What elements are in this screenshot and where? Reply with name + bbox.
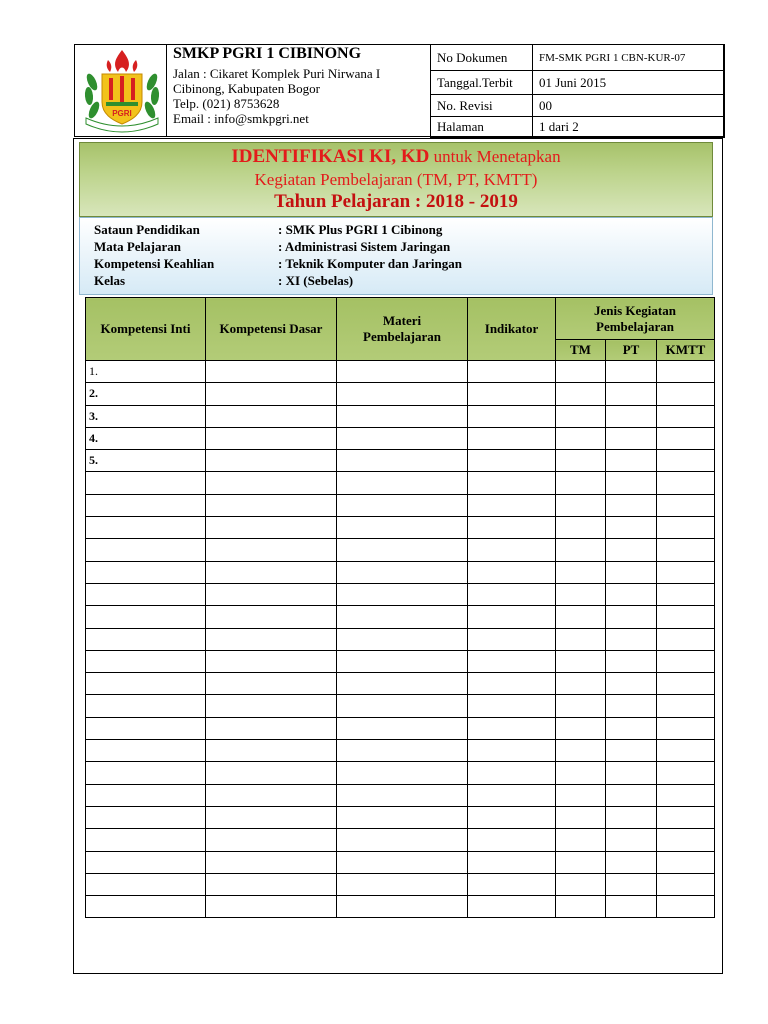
info-key: Kelas (94, 273, 126, 288)
table-cell[interactable] (206, 361, 337, 383)
table-cell[interactable] (468, 628, 556, 650)
table-cell[interactable] (606, 695, 657, 717)
table-cell[interactable] (468, 450, 556, 472)
table-cell[interactable] (468, 896, 556, 918)
table-cell[interactable] (657, 695, 715, 717)
table-cell[interactable] (468, 806, 556, 828)
school-name: SMKP PGRI 1 CIBINONG (173, 45, 362, 62)
title-year: Tahun Pelajaran : 2018 - 2019 (274, 191, 518, 212)
table-row (86, 806, 715, 828)
info-value: : SMK Plus PGRI 1 Cibinong (278, 222, 443, 237)
table-cell[interactable] (657, 650, 715, 672)
table-cell[interactable] (606, 717, 657, 739)
table-cell[interactable] (206, 427, 337, 449)
table-cell[interactable] (337, 851, 468, 873)
table-cell[interactable] (556, 472, 606, 494)
row-number-cell[interactable] (86, 762, 206, 784)
table-row (86, 784, 715, 806)
table-cell[interactable] (468, 383, 556, 405)
table-row (86, 583, 715, 605)
table-cell[interactable] (337, 740, 468, 762)
info-value: : XI (Sebelas) (278, 273, 354, 288)
table-cell[interactable] (206, 606, 337, 628)
table-cell[interactable] (206, 517, 337, 539)
table-cell[interactable] (657, 427, 715, 449)
table-cell[interactable] (606, 873, 657, 895)
table-cell[interactable] (606, 628, 657, 650)
title-bold: IDENTIFIKASI KI, KD (231, 146, 430, 167)
table-cell[interactable] (206, 450, 337, 472)
table-cell[interactable] (606, 740, 657, 762)
table-cell[interactable] (206, 494, 337, 516)
table-cell[interactable] (556, 784, 606, 806)
school-address-line: Cibinong, Kabupaten Bogor (173, 81, 320, 96)
table-cell[interactable] (337, 896, 468, 918)
table-cell[interactable] (606, 517, 657, 539)
row-number-cell[interactable]: 4. (86, 427, 206, 449)
row-number-cell[interactable] (86, 517, 206, 539)
table-cell[interactable] (556, 896, 606, 918)
table-cell[interactable] (657, 896, 715, 918)
table-row (86, 561, 715, 583)
table-cell[interactable] (206, 383, 337, 405)
row-number-cell[interactable] (86, 606, 206, 628)
table-cell[interactable] (556, 851, 606, 873)
table-cell[interactable] (337, 650, 468, 672)
table-cell[interactable] (206, 472, 337, 494)
table-cell[interactable] (337, 494, 468, 516)
row-number-cell[interactable]: 3. (86, 405, 206, 427)
table-cell[interactable] (206, 896, 337, 918)
table-cell[interactable] (337, 561, 468, 583)
row-number-cell[interactable] (86, 873, 206, 895)
doc-info-value: 1 dari 2 (533, 117, 725, 138)
table-cell[interactable] (206, 851, 337, 873)
row-number-cell[interactable]: 1. (86, 361, 206, 383)
table-cell[interactable] (206, 873, 337, 895)
table-cell[interactable] (337, 427, 468, 449)
school-logo-icon (78, 46, 166, 134)
table-cell[interactable] (556, 583, 606, 605)
table-cell[interactable] (606, 673, 657, 695)
header-kompetensi-dasar: Kompetensi Dasar (206, 298, 337, 361)
row-number-cell[interactable] (86, 896, 206, 918)
table-cell[interactable] (206, 650, 337, 672)
doc-info-row (431, 71, 725, 95)
table-cell[interactable] (657, 784, 715, 806)
school-email: Email : info@smkpgri.net (173, 111, 309, 126)
table-cell[interactable] (606, 361, 657, 383)
doc-info-row (431, 45, 725, 71)
title-rest: untuk Menetapkan (429, 147, 561, 166)
table-cell[interactable] (206, 717, 337, 739)
table-cell[interactable] (657, 717, 715, 739)
table-row (86, 873, 715, 895)
table-cell[interactable] (657, 740, 715, 762)
table-cell[interactable] (337, 517, 468, 539)
table-cell[interactable] (468, 873, 556, 895)
table-cell[interactable] (206, 829, 337, 851)
table-row (86, 383, 715, 405)
table-cell[interactable] (556, 539, 606, 561)
row-number-cell[interactable] (86, 717, 206, 739)
table-cell[interactable] (606, 472, 657, 494)
title-line-2: Kegiatan Pembelajaran (TM, PT, KMTT) (254, 170, 538, 189)
table-row (86, 606, 715, 628)
table-cell[interactable] (606, 606, 657, 628)
doc-info-value: 00 (533, 95, 725, 117)
doc-info-row (431, 117, 725, 138)
table-cell[interactable] (206, 784, 337, 806)
table-cell[interactable] (337, 762, 468, 784)
table-cell[interactable] (468, 851, 556, 873)
header-divider (166, 44, 167, 137)
table-cell[interactable] (657, 628, 715, 650)
doc-info-value: FM-SMK PGRI 1 CBN-KUR-07 (533, 45, 725, 71)
table-cell[interactable] (556, 405, 606, 427)
table-cell[interactable] (556, 450, 606, 472)
table-cell[interactable] (337, 583, 468, 605)
table-row (86, 427, 715, 449)
table-row (86, 628, 715, 650)
table-cell[interactable] (606, 405, 657, 427)
info-panel (79, 217, 713, 295)
table-cell[interactable] (657, 873, 715, 895)
table-cell[interactable] (657, 494, 715, 516)
row-number-cell[interactable] (86, 806, 206, 828)
table-row (86, 896, 715, 918)
table-row (86, 539, 715, 561)
table-cell[interactable] (657, 361, 715, 383)
table-cell[interactable] (337, 405, 468, 427)
school-phone: Telp. (021) 8753628 (173, 96, 280, 111)
table-row (86, 673, 715, 695)
doc-info-row (431, 95, 725, 117)
table-row (86, 851, 715, 873)
table-cell[interactable] (337, 873, 468, 895)
header-pt: PT (606, 340, 657, 361)
header-jenis-kegiatan: Jenis Kegiatan Pembelajaran (556, 298, 715, 340)
logo-text: PGRI (112, 109, 132, 118)
title-banner (79, 142, 713, 217)
table-cell[interactable] (556, 561, 606, 583)
table-cell[interactable] (337, 539, 468, 561)
table-cell[interactable] (468, 650, 556, 672)
table-cell[interactable] (468, 606, 556, 628)
info-key: Kompetensi Keahlian (94, 256, 215, 271)
table-cell[interactable] (657, 829, 715, 851)
table-cell[interactable] (468, 784, 556, 806)
kikd-table-body (86, 361, 715, 918)
table-cell[interactable] (206, 673, 337, 695)
table-cell[interactable] (657, 517, 715, 539)
table-cell[interactable] (337, 383, 468, 405)
table-cell[interactable] (606, 784, 657, 806)
table-cell[interactable] (657, 851, 715, 873)
table-cell[interactable] (337, 806, 468, 828)
row-number-cell[interactable] (86, 472, 206, 494)
header-kompetensi-inti: Kompetensi Inti (86, 298, 206, 361)
table-cell[interactable] (556, 717, 606, 739)
table-row (86, 405, 715, 427)
table-row (86, 717, 715, 739)
info-value: : Teknik Komputer dan Jaringan (278, 256, 462, 271)
table-row (86, 361, 715, 383)
document-info-table (430, 44, 725, 138)
header-indikator: Indikator (468, 298, 556, 361)
table-cell[interactable] (657, 383, 715, 405)
table-row (86, 650, 715, 672)
doc-info-key: Halaman (431, 117, 533, 138)
row-number-cell[interactable] (86, 784, 206, 806)
table-cell[interactable] (657, 806, 715, 828)
row-number-cell[interactable]: 5. (86, 450, 206, 472)
table-cell[interactable] (606, 851, 657, 873)
header-tm: TM (556, 340, 606, 361)
table-cell[interactable] (337, 628, 468, 650)
table-cell[interactable] (337, 717, 468, 739)
table-cell[interactable] (606, 896, 657, 918)
header-kmtt: KMTT (657, 340, 715, 361)
table-cell[interactable] (657, 606, 715, 628)
table-cell[interactable] (206, 405, 337, 427)
table-cell[interactable] (606, 829, 657, 851)
table-row (86, 472, 715, 494)
table-row (86, 450, 715, 472)
row-number-cell[interactable] (86, 539, 206, 561)
table-cell[interactable] (468, 583, 556, 605)
table-cell[interactable] (657, 450, 715, 472)
table-cell[interactable] (556, 606, 606, 628)
table-cell[interactable] (556, 673, 606, 695)
row-number-cell[interactable] (86, 561, 206, 583)
table-cell[interactable] (657, 472, 715, 494)
header-materi: Materi Pembelajaran (337, 298, 468, 361)
table-cell[interactable] (206, 762, 337, 784)
table-cell[interactable] (206, 740, 337, 762)
table-cell[interactable] (556, 873, 606, 895)
table-cell[interactable] (468, 762, 556, 784)
table-cell[interactable] (337, 361, 468, 383)
table-cell[interactable] (556, 740, 606, 762)
table-cell[interactable] (556, 383, 606, 405)
row-number-cell[interactable] (86, 628, 206, 650)
table-cell[interactable] (556, 829, 606, 851)
row-number-cell[interactable] (86, 583, 206, 605)
table-cell[interactable] (468, 427, 556, 449)
table-cell[interactable] (606, 450, 657, 472)
table-cell[interactable] (206, 695, 337, 717)
table-cell[interactable] (206, 583, 337, 605)
table-cell[interactable] (468, 517, 556, 539)
info-value: : Administrasi Sistem Jaringan (278, 239, 451, 254)
info-key: Mata Pelajaran (94, 239, 182, 254)
table-cell[interactable] (606, 539, 657, 561)
table-cell[interactable] (606, 561, 657, 583)
school-address-line: Jalan : Cikaret Komplek Puri Nirwana I (173, 66, 381, 81)
table-cell[interactable] (556, 628, 606, 650)
table-cell[interactable] (606, 650, 657, 672)
table-row (86, 740, 715, 762)
table-cell[interactable] (657, 405, 715, 427)
table-cell[interactable] (556, 762, 606, 784)
title-line-1 (80, 146, 712, 168)
table-row (86, 829, 715, 851)
table-cell[interactable] (337, 606, 468, 628)
table-cell[interactable] (206, 539, 337, 561)
doc-info-key: No Dokumen (431, 45, 533, 71)
table-cell[interactable] (606, 383, 657, 405)
row-number-cell[interactable] (86, 695, 206, 717)
table-row (86, 494, 715, 516)
table-cell[interactable] (468, 494, 556, 516)
table-cell[interactable] (468, 717, 556, 739)
kikd-table (85, 297, 715, 918)
table-cell[interactable] (468, 695, 556, 717)
table-cell[interactable] (556, 361, 606, 383)
table-cell[interactable] (606, 583, 657, 605)
table-cell[interactable] (606, 494, 657, 516)
table-cell[interactable] (556, 650, 606, 672)
table-cell[interactable] (468, 361, 556, 383)
table-cell[interactable] (468, 405, 556, 427)
row-number-cell[interactable]: 2. (86, 383, 206, 405)
table-cell[interactable] (657, 539, 715, 561)
doc-info-key: No. Revisi (431, 95, 533, 117)
row-number-cell[interactable] (86, 673, 206, 695)
table-cell[interactable] (468, 539, 556, 561)
row-number-cell[interactable] (86, 851, 206, 873)
table-cell[interactable] (337, 829, 468, 851)
table-cell[interactable] (468, 561, 556, 583)
table-cell[interactable] (657, 561, 715, 583)
table-cell[interactable] (206, 806, 337, 828)
table-row (86, 517, 715, 539)
table-cell[interactable] (657, 583, 715, 605)
row-number-cell[interactable] (86, 829, 206, 851)
table-cell[interactable] (337, 784, 468, 806)
table-cell[interactable] (657, 762, 715, 784)
table-cell[interactable] (468, 829, 556, 851)
table-cell[interactable] (206, 628, 337, 650)
table-cell[interactable] (556, 427, 606, 449)
table-cell[interactable] (468, 740, 556, 762)
table-cell[interactable] (556, 494, 606, 516)
table-cell[interactable] (468, 472, 556, 494)
doc-info-key: Tanggal.Terbit (431, 71, 533, 95)
row-number-cell[interactable] (86, 494, 206, 516)
table-cell[interactable] (606, 762, 657, 784)
table-cell[interactable] (556, 517, 606, 539)
table-cell[interactable] (606, 427, 657, 449)
table-cell[interactable] (657, 673, 715, 695)
row-number-cell[interactable] (86, 740, 206, 762)
table-row (86, 695, 715, 717)
info-key: Sataun Pendidikan (94, 222, 200, 237)
table-cell[interactable] (468, 673, 556, 695)
table-cell[interactable] (556, 806, 606, 828)
table-cell[interactable] (206, 561, 337, 583)
table-row (86, 762, 715, 784)
row-number-cell[interactable] (86, 650, 206, 672)
table-cell[interactable] (337, 673, 468, 695)
table-cell[interactable] (337, 472, 468, 494)
doc-info-value: 01 Juni 2015 (533, 71, 725, 95)
table-cell[interactable] (606, 806, 657, 828)
table-cell[interactable] (337, 450, 468, 472)
table-cell[interactable] (337, 695, 468, 717)
table-cell[interactable] (556, 695, 606, 717)
